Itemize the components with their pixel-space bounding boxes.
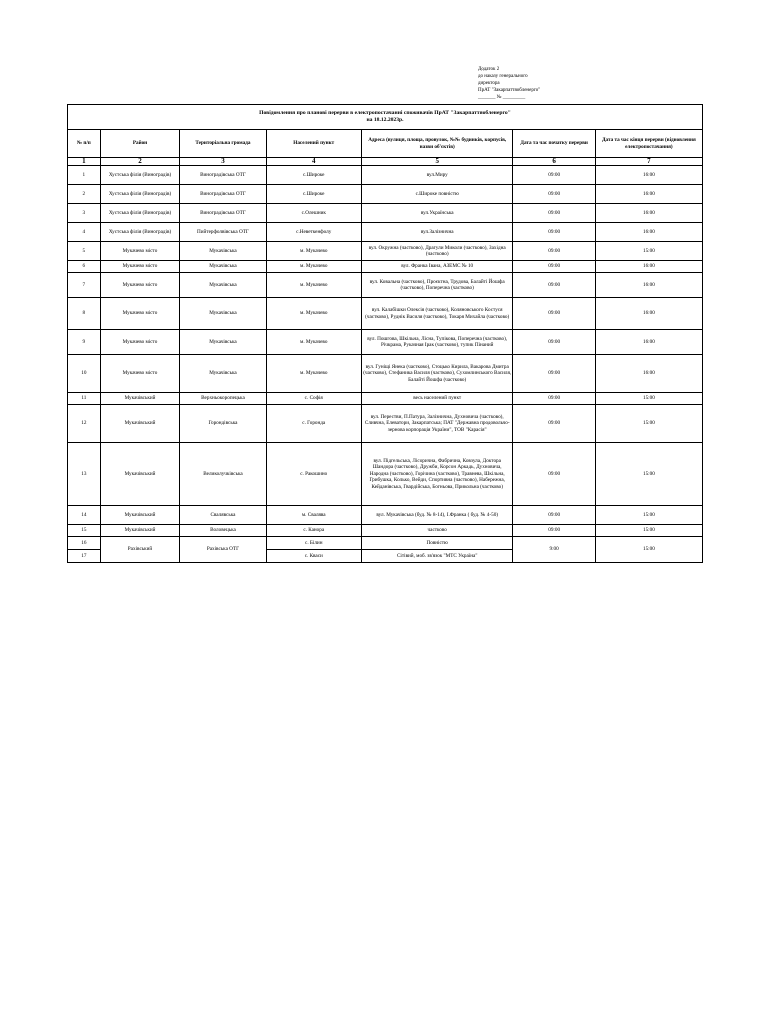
cell-district: Мукачівський bbox=[100, 393, 180, 405]
cell-community: Рахівська ОТГ bbox=[180, 537, 266, 563]
cell-district: Мукачівський bbox=[100, 443, 180, 506]
cell-community: Горондівська bbox=[180, 405, 266, 443]
cell-start: 09:00 bbox=[513, 273, 595, 298]
cell-end: 15:00 bbox=[595, 525, 702, 537]
cell-settlement: м. Мукачево bbox=[266, 242, 361, 261]
cell-settlement: с.Неветкенфолу bbox=[266, 223, 361, 242]
cell-num: 16 bbox=[68, 537, 101, 550]
cell-community: Мукачівська bbox=[180, 242, 266, 261]
cell-end: 15:00 bbox=[595, 506, 702, 525]
cell-num: 3 bbox=[68, 204, 101, 223]
cell-settlement: м. Свалява bbox=[266, 506, 361, 525]
cell-settlement: с. Канора bbox=[266, 525, 361, 537]
header-cell: Територіальна громада bbox=[180, 130, 266, 158]
column-number: 5 bbox=[361, 158, 513, 166]
cell-district: Мукачево місто bbox=[100, 355, 180, 393]
column-number: 1 bbox=[68, 158, 101, 166]
cell-district: Мукачево місто bbox=[100, 273, 180, 298]
cell-community: Мукачівська bbox=[180, 273, 266, 298]
cell-end: 15:00 bbox=[595, 537, 702, 563]
cell-start: 09:00 bbox=[513, 261, 595, 273]
cell-num: 13 bbox=[68, 443, 101, 506]
cell-num: 1 bbox=[68, 166, 101, 185]
cell-num: 2 bbox=[68, 185, 101, 204]
cell-start: 09:00 bbox=[513, 298, 595, 330]
header-cell: Дата та час кінця перерви (відновлення електропостачання) bbox=[595, 130, 702, 158]
cell-start: 09:00 bbox=[513, 393, 595, 405]
header-cell: Адреса (вулиця, площа, провулок, №№ будинків, корпусів, назви об'єктів) bbox=[361, 130, 513, 158]
cell-settlement: с. Білин bbox=[266, 537, 361, 550]
table-row bbox=[68, 443, 703, 506]
cell-end: 16:00 bbox=[595, 273, 702, 298]
cell-district: Хустська філія (Виноградів) bbox=[100, 185, 180, 204]
annex-line: _______ № _________ bbox=[478, 95, 526, 100]
header-cell: Населений пункт bbox=[266, 130, 361, 158]
cell-start: 09:00 bbox=[513, 185, 595, 204]
cell-end: 15:00 bbox=[595, 242, 702, 261]
annex-note bbox=[478, 66, 568, 101]
header-row bbox=[68, 130, 703, 158]
cell-start: 09:00 bbox=[513, 506, 595, 525]
table-title bbox=[68, 105, 703, 130]
cell-end: 15:00 bbox=[595, 405, 702, 443]
cell-num: 14 bbox=[68, 506, 101, 525]
cell-end: 15:00 bbox=[595, 443, 702, 506]
cell-district: Мукачево місто bbox=[100, 298, 180, 330]
cell-start: 09:00 bbox=[513, 405, 595, 443]
cell-settlement: м. Мукачево bbox=[266, 273, 361, 298]
cell-address: вул. Окружна (частково), Драгули Миколи (частково), Західна (частково) bbox=[361, 242, 513, 261]
cell-address: Сітівий, моб. зв'язок "МТС Україна" bbox=[361, 550, 513, 563]
outage-table bbox=[67, 104, 703, 563]
cell-settlement: с. Ракошино bbox=[266, 443, 361, 506]
cell-num: 5 bbox=[68, 242, 101, 261]
cell-end: 16:00 bbox=[595, 185, 702, 204]
cell-district: Мукачево місто bbox=[100, 261, 180, 273]
cell-address: весь населений пункт bbox=[361, 393, 513, 405]
cell-district: Мукачівський bbox=[100, 506, 180, 525]
cell-address: вул. Мукачівська (буд. № 8-14), І.Франка ( буд. № 4-50) bbox=[361, 506, 513, 525]
cell-community: Свалявська bbox=[180, 506, 266, 525]
cell-num: 12 bbox=[68, 405, 101, 443]
cell-address: Повністю bbox=[361, 537, 513, 550]
cell-community: Мукачівська bbox=[180, 355, 266, 393]
cell-start: 09:00 bbox=[513, 355, 595, 393]
cell-num: 9 bbox=[68, 330, 101, 355]
cell-settlement: с. Горонда bbox=[266, 405, 361, 443]
cell-address: вул. Калабішки Олексія (частково), Коляновського Костуся (частково), Руднік Василя (частково), Токаря Михайла (частково) bbox=[361, 298, 513, 330]
table-row bbox=[68, 273, 703, 298]
table-row bbox=[68, 506, 703, 525]
table-row bbox=[68, 525, 703, 537]
table-row bbox=[68, 298, 703, 330]
cell-start: 09:00 bbox=[513, 223, 595, 242]
cell-end: 16:00 bbox=[595, 223, 702, 242]
cell-num: 17 bbox=[68, 550, 101, 563]
cell-settlement: м. Мукачево bbox=[266, 330, 361, 355]
cell-district: Мукачево місто bbox=[100, 242, 180, 261]
cell-num: 6 bbox=[68, 261, 101, 273]
cell-start: 09:00 bbox=[513, 330, 595, 355]
cell-settlement: с. Кваси bbox=[266, 550, 361, 563]
cell-community: Пийтерфолвівська ОТГ bbox=[180, 223, 266, 242]
table-row bbox=[68, 393, 703, 405]
cell-address: вул.Залізнична bbox=[361, 223, 513, 242]
table-row bbox=[68, 223, 703, 242]
cell-num: 8 bbox=[68, 298, 101, 330]
cell-settlement: м. Мукачево bbox=[266, 355, 361, 393]
column-number: 4 bbox=[266, 158, 361, 166]
column-number: 2 bbox=[100, 158, 180, 166]
annex-line: ПрАТ "Закарпаттяобленерго" bbox=[478, 88, 541, 93]
cell-address: вул. Ковальна (частково), Проєктна, Трудова, Балайті Йошфа (частково), Поперечна (частково) bbox=[361, 273, 513, 298]
cell-start: 09:00 bbox=[513, 443, 595, 506]
cell-num: 11 bbox=[68, 393, 101, 405]
cell-address: вул. Пошгова, Шкільна, Лісна, Тупікова, Поперечна (частково), Річкрама, Рукачная Ірак (частково), тупик Пінаний bbox=[361, 330, 513, 355]
cell-start: 09:00 bbox=[513, 525, 595, 537]
cell-address: вул. Франка Івана, АЗЕМС № 10 bbox=[361, 261, 513, 273]
cell-community: Воловецька bbox=[180, 525, 266, 537]
cell-start: 09:00 bbox=[513, 242, 595, 261]
header-cell: Район bbox=[100, 130, 180, 158]
cell-address: вул.Українська bbox=[361, 204, 513, 223]
column-number: 6 bbox=[513, 158, 595, 166]
cell-district: Хустська філія (Виноградів) bbox=[100, 223, 180, 242]
annex-line: Додаток 2 bbox=[478, 67, 500, 72]
cell-settlement: м. Мукачево bbox=[266, 298, 361, 330]
cell-district: Рахівський bbox=[100, 537, 180, 563]
table-row bbox=[68, 405, 703, 443]
cell-num: 15 bbox=[68, 525, 101, 537]
table-row bbox=[68, 355, 703, 393]
cell-end: 16:00 bbox=[595, 330, 702, 355]
table-row bbox=[68, 185, 703, 204]
cell-district: Мукачево місто bbox=[100, 330, 180, 355]
cell-start: 09:00 bbox=[513, 204, 595, 223]
cell-end: 15:00 bbox=[595, 393, 702, 405]
cell-settlement: с.Широке bbox=[266, 166, 361, 185]
cell-community: Верхньокоропецька bbox=[180, 393, 266, 405]
cell-community: Мукачівська bbox=[180, 298, 266, 330]
table-row bbox=[68, 261, 703, 273]
cell-end: 16:00 bbox=[595, 166, 702, 185]
annex-line: директора bbox=[478, 81, 500, 86]
cell-settlement: с.Широке bbox=[266, 185, 361, 204]
cell-end: 16:00 bbox=[595, 355, 702, 393]
cell-start: 09:00 bbox=[513, 166, 595, 185]
cell-district: Хустська філія (Виноградів) bbox=[100, 166, 180, 185]
column-number: 3 bbox=[180, 158, 266, 166]
title-date: на 18.12.2023р. bbox=[366, 117, 404, 123]
annex-line: до наказу генерального bbox=[478, 74, 528, 79]
cell-end: 16:00 bbox=[595, 298, 702, 330]
cell-num: 4 bbox=[68, 223, 101, 242]
cell-address: с.Широке повністю bbox=[361, 185, 513, 204]
table-row bbox=[68, 537, 703, 550]
table-row bbox=[68, 242, 703, 261]
cell-address: вул. Перестви, П.Патура, Залізнична, Духновича (частково), Сливчна, Елеватори, Закарпатська; ПАТ "Державна продовольчо-зернова корпорація України", ТОВ "Карасія" bbox=[361, 405, 513, 443]
cell-community: Мукачівська bbox=[180, 330, 266, 355]
cell-community: Виноградівська ОТГ bbox=[180, 204, 266, 223]
cell-district: Мукачівський bbox=[100, 405, 180, 443]
cell-community: Виноградівська ОТГ bbox=[180, 185, 266, 204]
cell-district: Мукачівський bbox=[100, 525, 180, 537]
table-row bbox=[68, 330, 703, 355]
cell-num: 10 bbox=[68, 355, 101, 393]
header-cell: Дата та час початку перерви bbox=[513, 130, 595, 158]
cell-community: Мукачівська bbox=[180, 261, 266, 273]
table-row bbox=[68, 166, 703, 185]
cell-start: 9:00 bbox=[513, 537, 595, 563]
cell-community: Виноградівська ОТГ bbox=[180, 166, 266, 185]
cell-address: вул. Гуніщі Янека (частково), Стоцько Кирила, Вакарова Дмитра (частково), Стефаника Василя (частково), Сухомлинського Василя, Балайті Йошфа (частково) bbox=[361, 355, 513, 393]
cell-end: 16:00 bbox=[595, 204, 702, 223]
title-line: Повідомлення про планові перерви в електропостачанні споживачів ПрАТ "Закарпаттяобленерго" bbox=[259, 110, 511, 116]
cell-settlement: с.Олешник bbox=[266, 204, 361, 223]
cell-address: вул.Миру bbox=[361, 166, 513, 185]
cell-settlement: м. Мукачево bbox=[266, 261, 361, 273]
cell-address: вул. Підгельська, Лісорична, Фабрична, Ковзула, Доктора Шандора (частково), Дружби, Корсон Аркадь, Духновича, Народна (частково), Горічина (частково), Травнева, Шкільна, Грибушка, Колько, Вейди, Спортивна (частково), Набережна, Кейданівська, Гвардійська, Богньова, Прикольна (частково) bbox=[361, 443, 513, 506]
header-cell: № п/п bbox=[68, 130, 101, 158]
cell-num: 7 bbox=[68, 273, 101, 298]
cell-address: частково bbox=[361, 525, 513, 537]
column-number: 7 bbox=[595, 158, 702, 166]
cell-community: Великолучківська bbox=[180, 443, 266, 506]
cell-district: Хустська філія (Виноградів) bbox=[100, 204, 180, 223]
cell-settlement: с. Софія bbox=[266, 393, 361, 405]
column-number-row bbox=[68, 158, 703, 166]
cell-end: 16:00 bbox=[595, 261, 702, 273]
table-row bbox=[68, 204, 703, 223]
